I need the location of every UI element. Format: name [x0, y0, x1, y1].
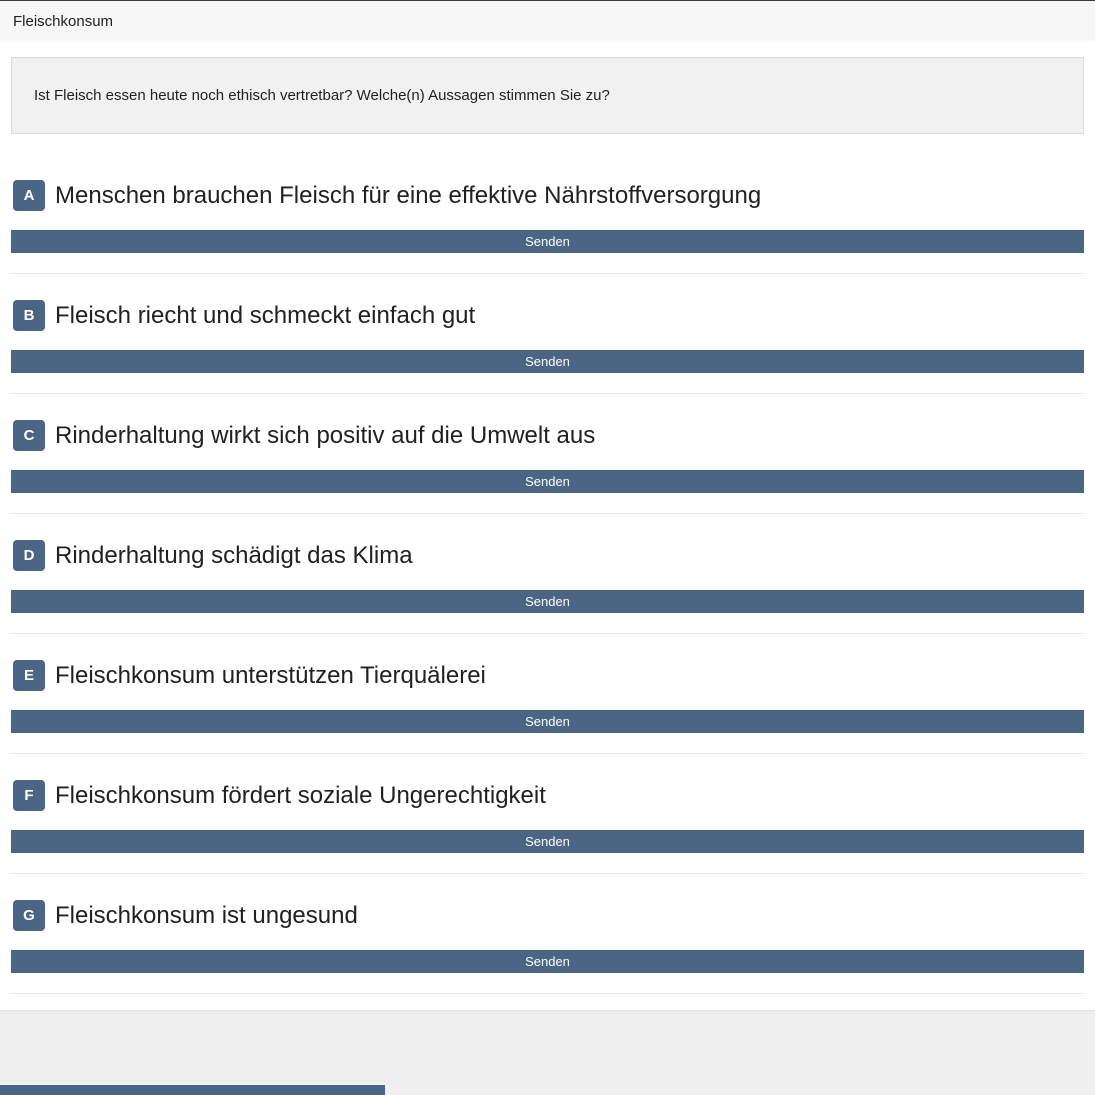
option-letter-badge: C: [13, 420, 45, 451]
send-button[interactable]: Senden: [11, 710, 1084, 733]
answer-option: [0, 420, 1095, 514]
answer-option-row[interactable]: [13, 660, 1095, 691]
page-footer: [0, 1010, 1095, 1095]
send-button[interactable]: Senden: [11, 590, 1084, 613]
send-button[interactable]: Senden: [11, 350, 1084, 373]
option-divider: [10, 993, 1085, 994]
answer-option-row[interactable]: [13, 540, 1095, 571]
answer-option-row[interactable]: [13, 900, 1095, 931]
option-divider: [10, 873, 1085, 874]
option-letter-badge: A: [13, 180, 45, 211]
answer-option: [0, 180, 1095, 274]
answer-option-row[interactable]: [13, 420, 1095, 451]
option-label: Menschen brauchen Fleisch für eine effektive Nährstoffversorgung: [55, 181, 762, 209]
answer-option: [0, 300, 1095, 394]
option-divider: [10, 393, 1085, 394]
question-text: Ist Fleisch essen heute noch ethisch vertretbar? Welche(n) Aussagen stimmen Sie zu?: [34, 87, 610, 104]
app-header: [0, 1, 1095, 41]
option-label: Rinderhaltung schädigt das Klima: [55, 541, 413, 569]
answer-option: [0, 780, 1095, 874]
answer-option: [0, 900, 1095, 994]
option-letter-badge: E: [13, 660, 45, 691]
page-title: Fleischkonsum: [13, 12, 114, 30]
send-button[interactable]: Senden: [11, 470, 1084, 493]
option-label: Fleischkonsum ist ungesund: [55, 901, 358, 929]
question-card: [11, 57, 1084, 134]
option-letter-badge: F: [13, 780, 45, 811]
answer-option: [0, 660, 1095, 754]
option-divider: [10, 273, 1085, 274]
option-label: Fleisch riecht und schmeckt einfach gut: [55, 301, 476, 329]
option-letter-badge: G: [13, 900, 45, 931]
send-button[interactable]: Senden: [11, 950, 1084, 973]
option-divider: [10, 753, 1085, 754]
answer-options-list: [0, 180, 1095, 994]
poll-content: [0, 57, 1095, 1095]
option-label: Rinderhaltung wirkt sich positiv auf die Umwelt aus: [55, 421, 596, 449]
option-letter-badge: B: [13, 300, 45, 331]
answer-option-row[interactable]: [13, 300, 1095, 331]
option-label: Fleischkonsum fördert soziale Ungerechtigkeit: [55, 781, 546, 809]
option-letter-badge: D: [13, 540, 45, 571]
answer-option: [0, 540, 1095, 634]
answer-option-row[interactable]: [13, 780, 1095, 811]
send-button[interactable]: Senden: [11, 830, 1084, 853]
bottom-toolbar-partial: [0, 1085, 385, 1095]
answer-option-row[interactable]: [13, 180, 1095, 211]
send-button[interactable]: Senden: [11, 230, 1084, 253]
option-divider: [10, 513, 1085, 514]
option-divider: [10, 633, 1085, 634]
option-label: Fleischkonsum unterstützen Tierquälerei: [55, 661, 486, 689]
